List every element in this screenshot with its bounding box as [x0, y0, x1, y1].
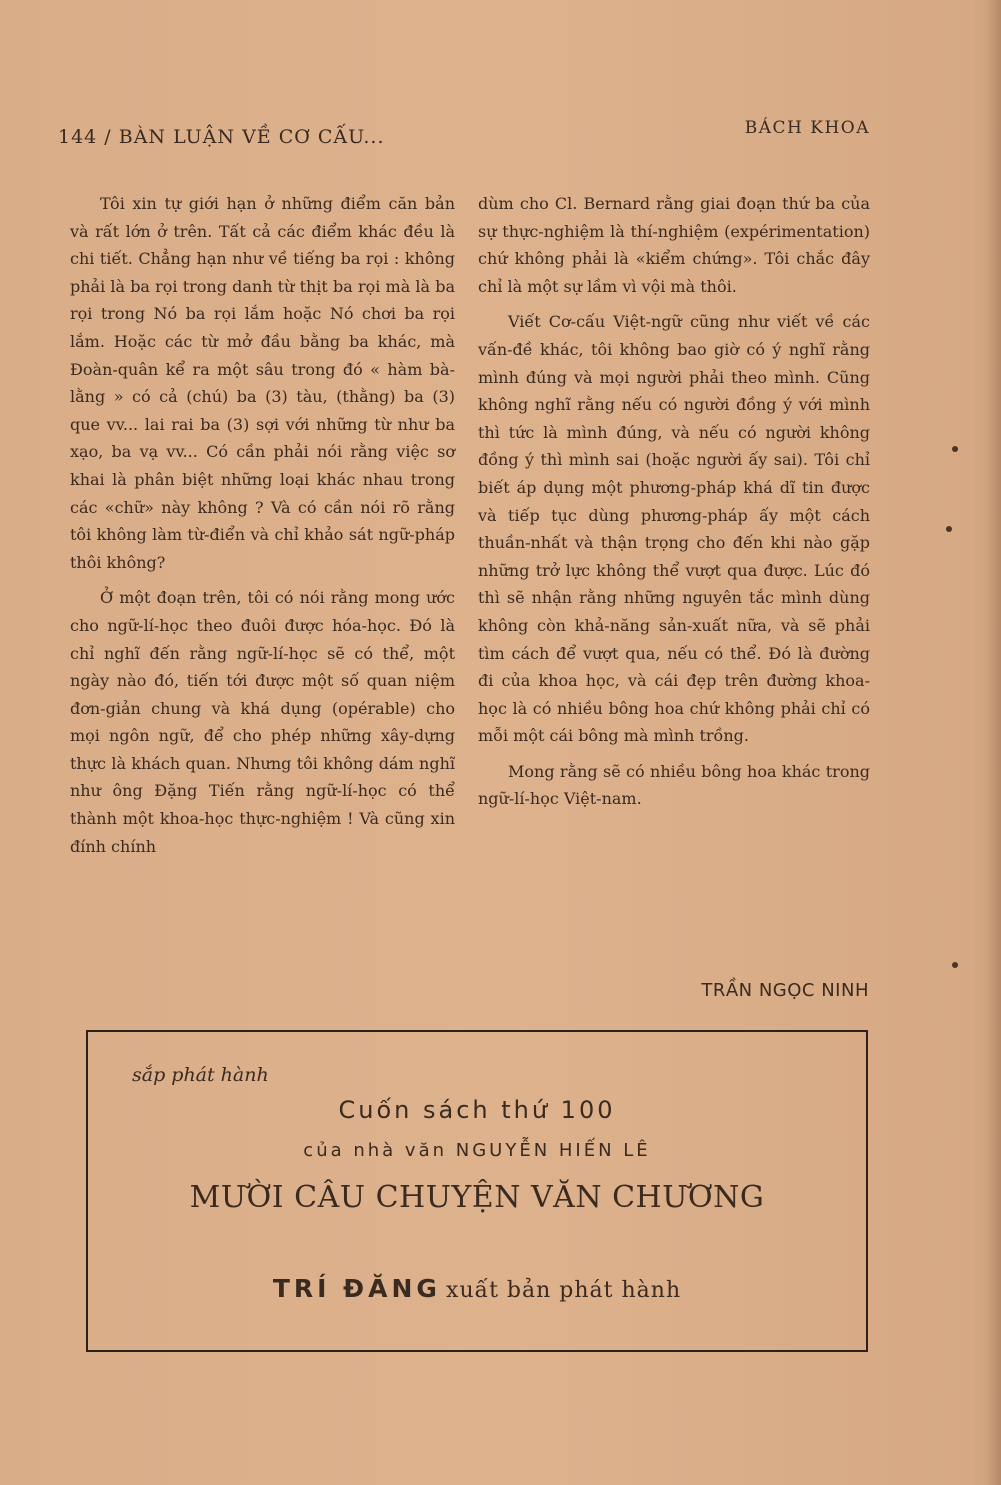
ad-book-title: MƯỜI CÂU CHUYỆN VĂN CHƯƠNG: [189, 1180, 765, 1215]
ad-publisher: [88, 1274, 866, 1303]
right-paragraph-2: Viết Cơ-cấu Việt-ngữ cũng như viết về các vấn-đề khác, tôi không bao giờ có ý nghĩ rằng mình đúng và mọi người phải theo mình. Cũng không nghĩ rằng nếu có người đồng ý với mình thì tức là mình đúng, và nếu có người không đồng ý thì mình sai (hoặc người ấy sai). Tôi chỉ biết áp dụng một phương-pháp khá dĩ tin được và tiếp tục dùng phương-pháp ấy một cách thuần-nhất và thận trọng cho đến khi nào gặp những trở lực không thể vượt qua được. Lúc đó thì sẽ nhận rằng những nguyên tắc mình dùng không còn khả-năng sản-xuất nữa, và sẽ phải tìm cách để vượt qua, nếu có thể. Đó là đường đi của khoa học, và cái đẹp trên đường khoa-học là có nhiều bông hoa chứ không phải chỉ có mỗi một cái bông mà mình trồng.: [478, 312, 870, 746]
magazine-name: BÁCH KHOA: [744, 118, 870, 138]
running-head-left: 144 / BÀN LUẬN VỀ CƠ CẤU...: [58, 126, 385, 148]
left-paragraph-1: Tôi xin tự giới hạn ở những điểm căn bản và rất lớn ở trên. Tất cả các điểm khác đều là chi tiết. Chẳng hạn như về tiếng ba rọi : không phải là ba rọi trong danh từ thịt ba rọi mà là ba rọi trong Nó ba rọi lắm hoặc Nó chơi ba rọi lắm. Hoặc các từ mở đầu bằng ba khác, mà Đoàn-quân kể ra một sâu trong đó « hàm bà-lằng » có cả (chú) ba (3) tàu, (thằng) ba (3) que vv... lai rai ba (3) sợi với những từ như ba xạo, ba vạ vv... Có cần phải nói rằng việc sơ khai là phân biệt những loại khác nhau trong các «chữ» này không ? Và có cần nói rõ rằng tôi không làm từ-điển và chỉ khảo sát ngữ-pháp thôi không?: [70, 194, 455, 572]
paper-speck: [952, 962, 958, 968]
ad-pre-title: sắp phát hành: [132, 1064, 269, 1086]
ad-publisher-rest: xuất bản phát hành: [446, 1278, 682, 1303]
left-paragraph-2: Ở một đoạn trên, tôi có nói rằng mong ước cho ngữ-lí-học theo đuôi được hóa-học. Đó là chỉ nghĩ đến rằng ngữ-lí-học sẽ có thể, một ngày nào đó, tiến tới được một số quan niệm đơn-giản chung và khá dụng (opérable) cho mọi ngôn ngữ, để cho phép những xây-dựng thực là khách quan. Nhưng tôi không dám nghĩ như ông Đặng Tiến rằng ngữ-lí-học có thể thành một khoa-học thực-nghiệm ! Và cũng xin đính chính: [70, 588, 455, 856]
book-advertisement: [86, 1030, 868, 1352]
page-edge-shadow: [987, 0, 1001, 1485]
paper-speck: [946, 526, 952, 532]
right-paragraph-3: Mong rằng sẽ có nhiều bông hoa khác trong ngữ-lí-học Việt-nam.: [478, 761, 870, 809]
author-signature: TRẦN NGỌC NINH: [701, 980, 869, 1001]
paper-speck: [952, 446, 958, 452]
ad-line-book-number: Cuốn sách thứ 100: [338, 1096, 616, 1124]
left-column: [70, 190, 455, 860]
ad-line-author: của nhà văn NGUYỄN HIẾN LÊ: [303, 1140, 651, 1161]
right-paragraph-1: dùm cho Cl. Bernard rằng giai đoạn thứ ba của sự thực-nghiệm là thí-nghiệm (expérimentation) chứ không phải là «kiểm chứng». Tôi chắc đây chỉ là một sự lầm vì vội mà thôi.: [478, 194, 870, 296]
ad-publisher-name: TRÍ ĐĂNG: [272, 1274, 441, 1303]
right-column: [478, 190, 870, 813]
page-header: [58, 118, 870, 154]
